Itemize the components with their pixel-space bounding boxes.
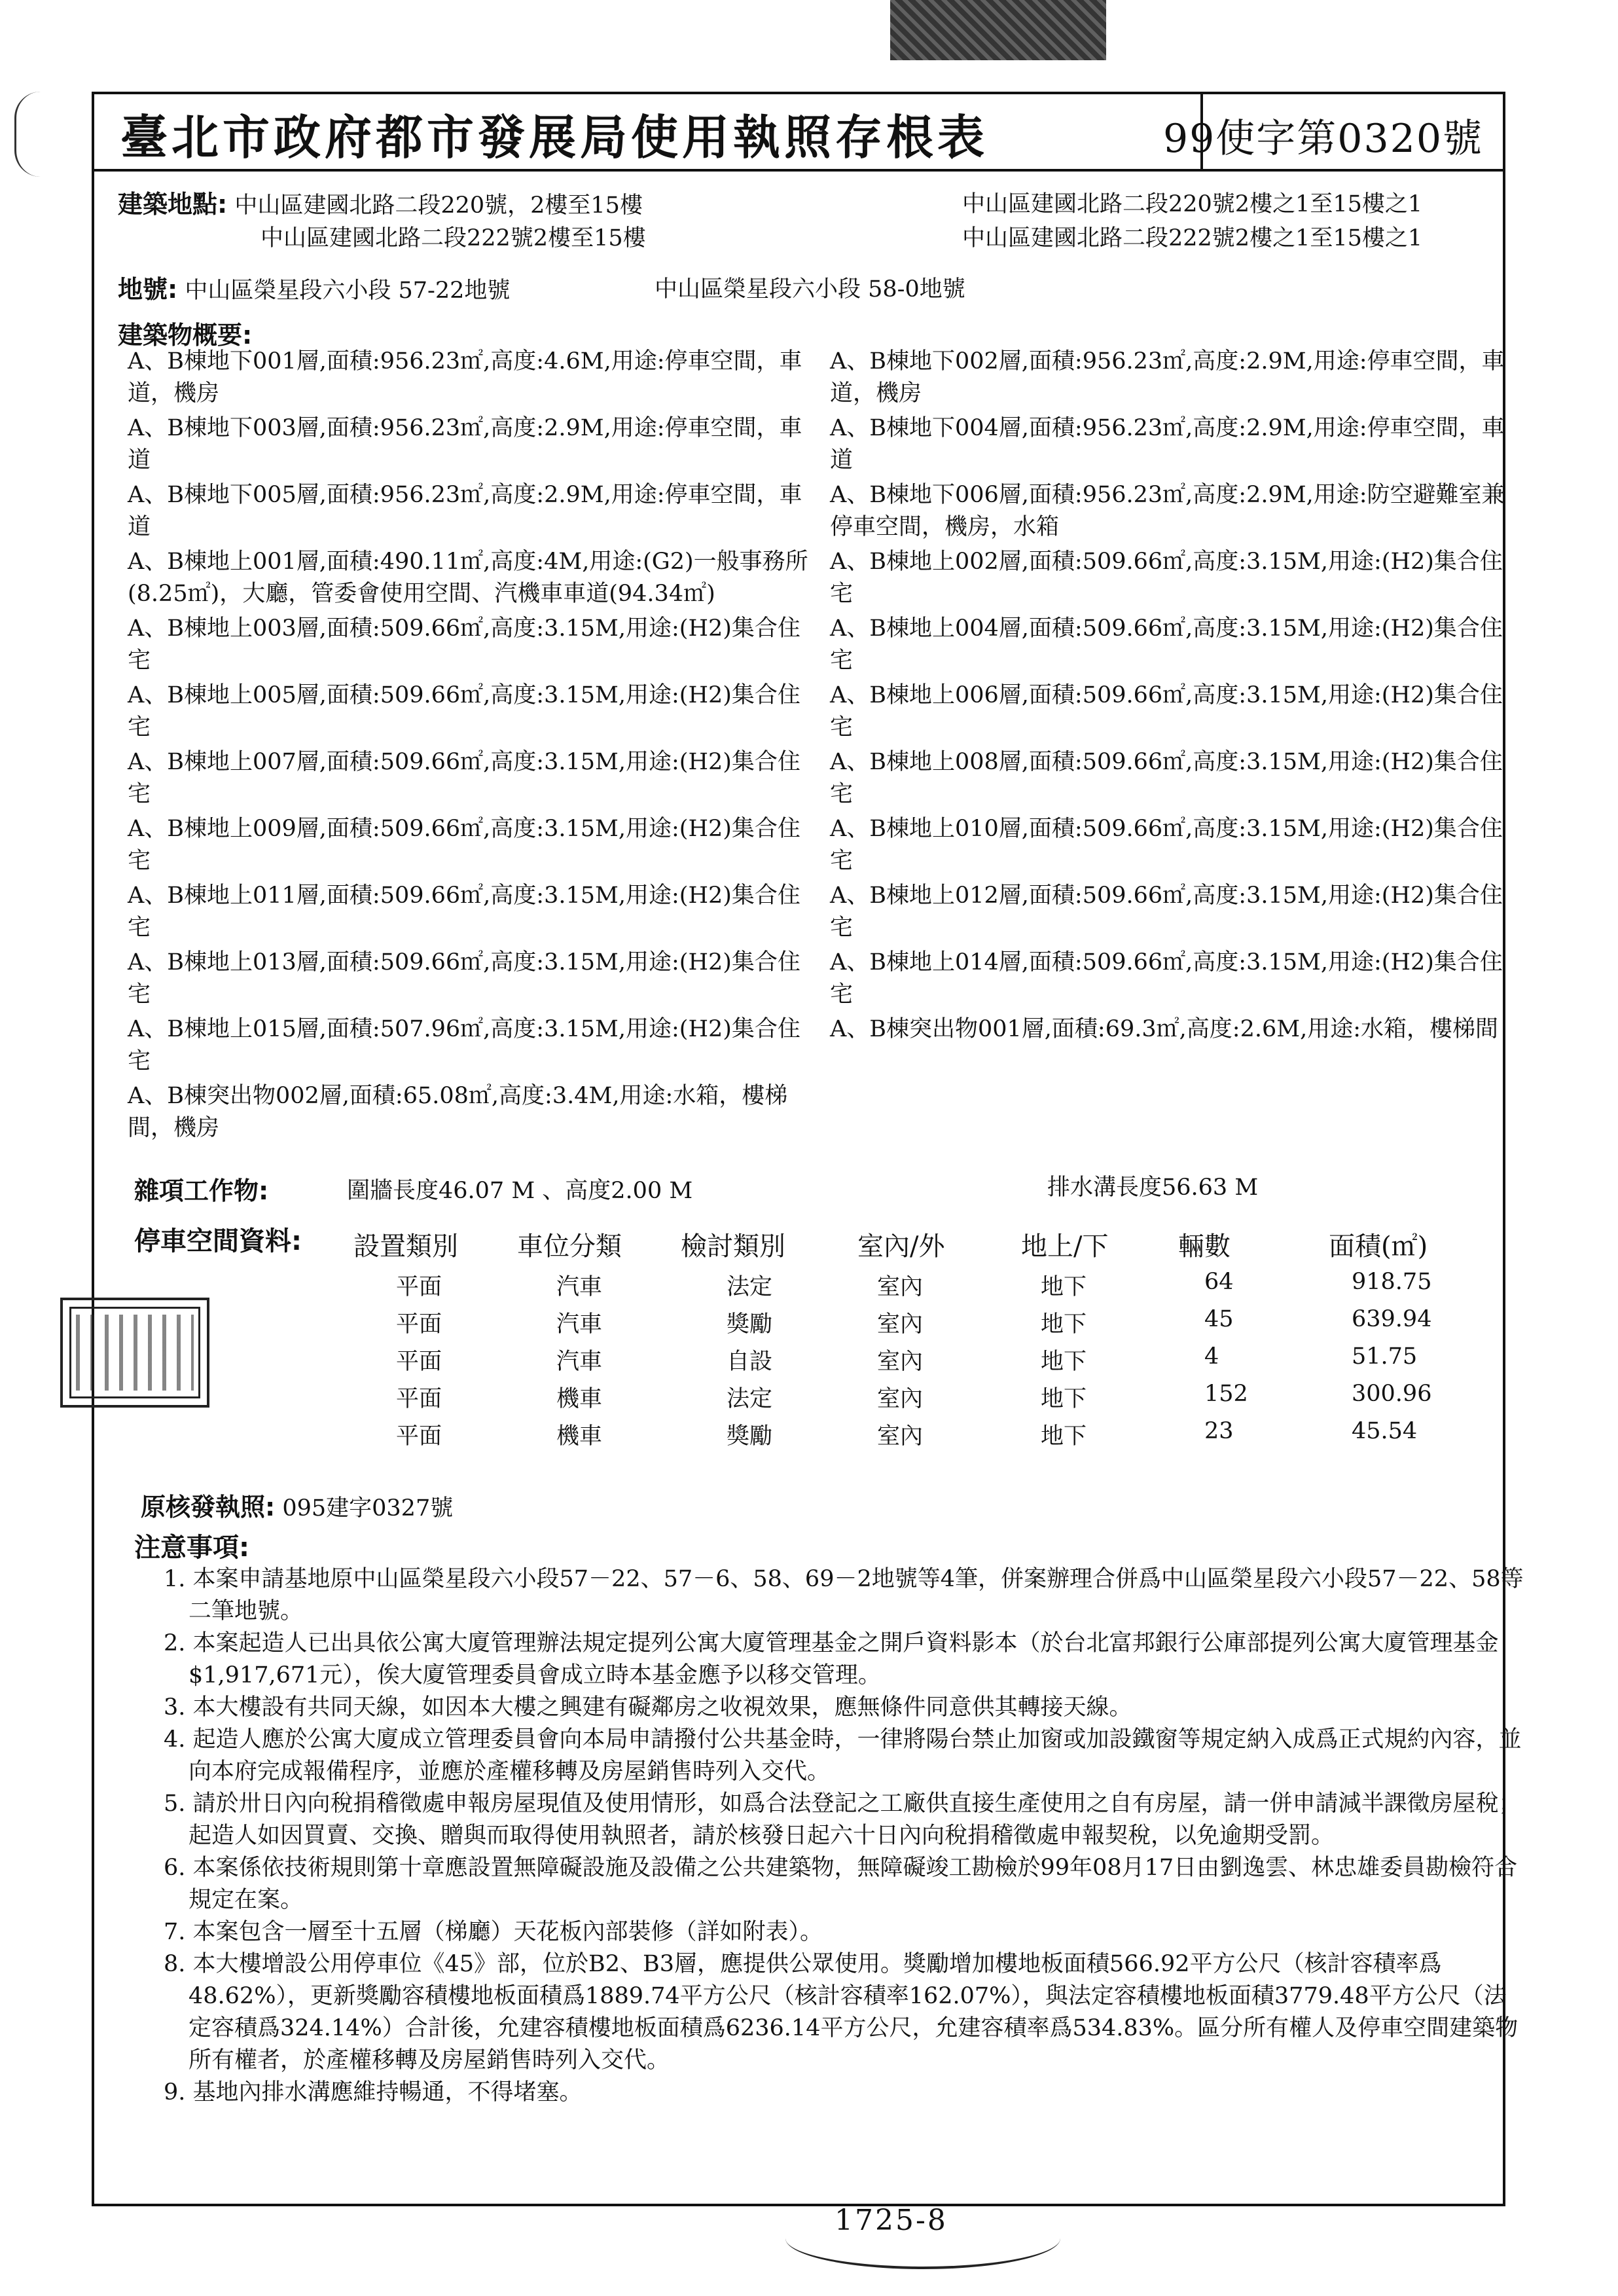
official-seal-stamp xyxy=(60,1298,209,1408)
overview-left-column xyxy=(128,346,821,1147)
parking-cell: 300.96 xyxy=(1352,1381,1432,1407)
overview-left-item: A、B棟地下005層,面積:956.23㎡,高度:2.9M,用途:停車空間，車道 xyxy=(128,482,802,540)
parking-cell: 法定 xyxy=(727,1274,773,1300)
overview-right-item: A、B棟地上006層,面積:509.66㎡,高度:3.15M,用途:(H2)集合住宅 xyxy=(830,682,1503,740)
note-item: 7. 本案包含一層至十五層（梯廳）天花板內部裝修（詳如附表）。 xyxy=(164,1919,823,1945)
overview-left-item: A、B棟地上009層,面積:509.66㎡,高度:3.15M,用途:(H2)集合住宅 xyxy=(128,816,800,874)
original-permit xyxy=(141,1491,453,1524)
parking-header-cell: 輛數 xyxy=(1178,1231,1231,1262)
parking-cell: 152 xyxy=(1204,1381,1248,1407)
parking-cell: 平面 xyxy=(396,1311,442,1338)
notes-list xyxy=(164,1563,1525,2109)
parking-cell: 639.94 xyxy=(1352,1306,1432,1332)
parking-cell: 汽車 xyxy=(556,1274,603,1300)
parking-cell: 地下 xyxy=(1041,1274,1087,1300)
lot-section xyxy=(118,274,510,306)
overview-label: 建築物概要: xyxy=(118,321,253,350)
note-item: 6. 本案係依技術規則第十章應設置無障礙設施及設備之公共建築物，無障礙竣工勘檢於99年08月17日由劉逸雲、林忠雄委員勘檢符合規定在案。 xyxy=(164,1855,1518,1913)
overview-right-item: A、B棟地上008層,面積:509.66㎡,高度:3.15M,用途:(H2)集合住宅 xyxy=(830,749,1503,807)
misc-works-wall: 圍牆長度46.07 M 、高度2.00 M xyxy=(347,1178,693,1204)
parking-header-cell: 設置類別 xyxy=(353,1231,458,1262)
parking-cell: 機車 xyxy=(556,1386,603,1412)
overview-left-item: A、B棟地上003層,面積:509.66㎡,高度:3.15M,用途:(H2)集合住宅 xyxy=(128,615,800,674)
misc-works-label: 雜項工作物: xyxy=(134,1176,269,1205)
overview-left-item: A、B棟突出物002層,面積:65.08㎡,高度:3.4M,用途:水箱，樓梯間，機房 xyxy=(128,1083,788,1141)
parking-cell: 汽車 xyxy=(556,1349,603,1375)
note-item: 9. 基地內排水溝應維持暢通，不得堵塞。 xyxy=(164,2079,583,2105)
lot-label: 地號: xyxy=(118,275,178,304)
overview-right-item: A、B棟地下002層,面積:956.23㎡,高度:2.9M,用途:停車空間，車道，機房 xyxy=(830,348,1505,407)
lot-left: 中山區榮星段六小段 57-22地號 xyxy=(185,278,511,304)
misc-works-drain: 排水溝長度56.63 M xyxy=(1047,1175,1259,1201)
parking-header-cell: 檢討類別 xyxy=(681,1231,785,1262)
parking-cell: 室內 xyxy=(877,1386,924,1412)
overview-left-item: A、B棟地上015層,面積:507.96㎡,高度:3.15M,用途:(H2)集合住宅 xyxy=(128,1016,800,1074)
overview-right-item: A、B棟地上002層,面積:509.66㎡,高度:3.15M,用途:(H2)集合住宅 xyxy=(830,549,1503,607)
parking-cell: 法定 xyxy=(727,1386,773,1412)
note-item: 4. 起造人應於公寓大廈成立管理委員會向本局申請撥付公共基金時，一律將陽台禁止加窗或加設鐵窗等規定納入成爲正式規約內容，並向本府完成報備程序，並應於產權移轉及房屋銷售時列入交代。 xyxy=(164,1726,1522,1785)
parking-cell: 地下 xyxy=(1041,1311,1087,1338)
parking-cell: 平面 xyxy=(396,1274,442,1300)
parking-cell: 自設 xyxy=(727,1349,773,1375)
overview-left-item: A、B棟地上007層,面積:509.66㎡,高度:3.15M,用途:(H2)集合住宅 xyxy=(128,749,800,807)
notes-label: 注意事項: xyxy=(134,1533,249,1563)
note-item: 8. 本大樓增設公用停車位《45》部，位於B2、B3層，應提供公眾使用。獎勵增加樓地板面積566.92平方公尺（核計容積率爲48.62%），更新獎勵容積樓地板面積爲1889.74平方公尺（核計容積率162.07%），與法定容積樓地板面積3779.48平方公尺（法定容積爲324.14%）合計後，允建容積樓地板面積爲6236.14平方公尺，允建容積率爲534.83%。區分所有權人及停車空間建築物所有權者，於產權移轉及房屋銷售時列入交代。 xyxy=(164,1951,1519,2073)
page-title xyxy=(120,100,988,168)
parking-cell: 4 xyxy=(1204,1343,1219,1370)
overview-left-item: A、B棟地上001層,面積:490.11㎡,高度:4M,用途:(G2)一般事務所(8.25㎡)，大廳，管委會使用空間、汽機車車道(94.34㎡) xyxy=(128,549,808,607)
parking-cell: 45.54 xyxy=(1352,1418,1418,1444)
overview-left-item: A、B棟地下003層,面積:956.23㎡,高度:2.9M,用途:停車空間，車道 xyxy=(128,415,802,473)
parking-cell: 汽車 xyxy=(556,1311,603,1338)
title-bar xyxy=(94,94,1503,172)
parking-cell: 室內 xyxy=(877,1311,924,1338)
parking-header-cell: 室內/外 xyxy=(857,1231,945,1262)
parking-cell: 平面 xyxy=(396,1386,442,1412)
overview-right-item: A、B棟地上004層,面積:509.66㎡,高度:3.15M,用途:(H2)集合住宅 xyxy=(830,615,1503,674)
original-permit-label: 原核發執照: xyxy=(141,1493,276,1522)
note-item: 2. 本案起造人已出具依公寓大廈管理辦法規定提列公寓大廈管理基金之開戶資料影本（於台北富邦銀行公庫部提列公寓大廈管理基金$1,917,671元），俟大廈管理委員會成立時本基金應予以移交管理。 xyxy=(164,1630,1499,1688)
lot-right: 中山區榮星段六小段 58-0地號 xyxy=(655,276,965,302)
overview-right-item: A、B棟地下004層,面積:956.23㎡,高度:2.9M,用途:停車空間，車道 xyxy=(830,415,1505,473)
overview-left-item: A、B棟地下001層,面積:956.23㎡,高度:4.6M,用途:停車空間，車道，機房 xyxy=(128,348,802,407)
overview-right-item: A、B棟地上014層,面積:509.66㎡,高度:3.15M,用途:(H2)集合住宅 xyxy=(830,949,1503,1008)
binding-mark xyxy=(14,92,75,177)
parking-cell: 45 xyxy=(1204,1306,1234,1332)
address-line-1: 中山區建國北路二段220號，2樓至15樓 xyxy=(234,192,643,219)
overview-right-item: A、B棟突出物001層,面積:69.3㎡,高度:2.6M,用途:水箱，樓梯間 xyxy=(830,1016,1498,1042)
title-tail: 表 xyxy=(937,110,989,165)
address-line-2: 中山區建國北路二段222號2樓至15樓 xyxy=(261,225,646,251)
parking-cell: 918.75 xyxy=(1352,1269,1432,1295)
note-item: 3. 本大樓設有共同天線，如因本大樓之興建有礙鄰房之收視效果，應無條件同意供其轉接天線。 xyxy=(164,1694,1132,1721)
parking-label: 停車空間資料: xyxy=(134,1226,302,1256)
parking-cell: 地下 xyxy=(1041,1423,1087,1449)
parking-cell: 獎勵 xyxy=(727,1423,773,1449)
permit-number: 99使字第0320號 xyxy=(1162,116,1483,162)
parking-cell: 51.75 xyxy=(1352,1343,1418,1370)
overview-right-column xyxy=(830,346,1524,1048)
address-right-line-1: 中山區建國北路二段220號2樓之1至15樓之1 xyxy=(962,191,1423,217)
address-section xyxy=(118,189,643,221)
note-item: 1. 本案申請基地原中山區榮星段六小段57－22、57－6、58、69－2地號等4筆，併案辦理合併爲中山區榮星段六小段57－22、58等二筆地號。 xyxy=(164,1566,1524,1624)
parking-cell: 地下 xyxy=(1041,1349,1087,1375)
overview-left-item: A、B棟地上013層,面積:509.66㎡,高度:3.15M,用途:(H2)集合住宅 xyxy=(128,949,800,1008)
redacted-stamp-top xyxy=(890,0,1106,60)
parking-cell: 室內 xyxy=(877,1349,924,1375)
note-item: 5. 請於卅日內向稅捐稽徵處申報房屋現值及使用情形，如爲合法登記之工廠供直接生產使用之自有房屋，請一併申請減半課徵房屋稅；起造人如因買賣、交換、贈與而取得使用執照者，請於核發日起六十日內向稅捐稽徵處申報契稅，以免逾期受罰。 xyxy=(164,1791,1522,1849)
parking-cell: 機車 xyxy=(556,1423,603,1449)
parking-cell: 地下 xyxy=(1041,1386,1087,1412)
parking-cell: 獎勵 xyxy=(727,1311,773,1338)
parking-header-cell: 地上/下 xyxy=(1021,1231,1109,1262)
overview-right-item: A、B棟地下006層,面積:956.23㎡,高度:2.9M,用途:防空避難室兼停車空間，機房，水箱 xyxy=(830,482,1505,540)
address-right-line-2: 中山區建國北路二段222號2樓之1至15樓之1 xyxy=(962,225,1423,251)
footer-page-number: 1725-8 xyxy=(835,2204,948,2237)
original-permit-value: 095建字0327號 xyxy=(282,1495,454,1522)
parking-cell: 室內 xyxy=(877,1274,924,1300)
parking-cell: 平面 xyxy=(396,1423,442,1449)
parking-header-cell: 面積(㎡) xyxy=(1329,1231,1428,1262)
address-label: 建築地點: xyxy=(118,190,228,219)
overview-right-item: A、B棟地上012層,面積:509.66㎡,高度:3.15M,用途:(H2)集合住宅 xyxy=(830,883,1503,941)
parking-header-cell: 車位分類 xyxy=(517,1231,622,1262)
overview-left-item: A、B棟地上011層,面積:509.66㎡,高度:3.15M,用途:(H2)集合住宅 xyxy=(128,883,800,941)
parking-cell: 64 xyxy=(1204,1269,1234,1295)
parking-cell: 室內 xyxy=(877,1423,924,1449)
parking-cell: 23 xyxy=(1204,1418,1234,1444)
title-text: 臺北市政府都市發展局使用執照存根 xyxy=(120,110,938,165)
overview-left-item: A、B棟地上005層,面積:509.66㎡,高度:3.15M,用途:(H2)集合住宅 xyxy=(128,682,800,740)
parking-cell: 平面 xyxy=(396,1349,442,1375)
overview-right-item: A、B棟地上010層,面積:509.66㎡,高度:3.15M,用途:(H2)集合住宅 xyxy=(830,816,1503,874)
